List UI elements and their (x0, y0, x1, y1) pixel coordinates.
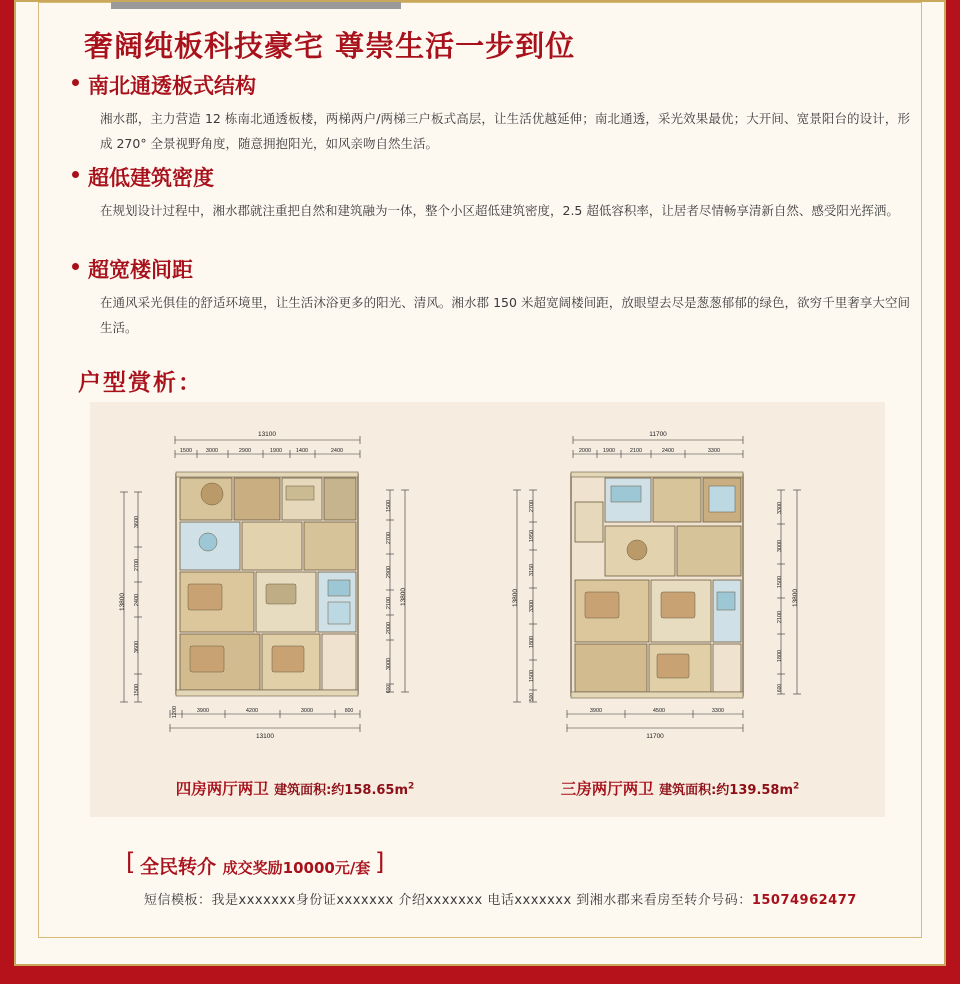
svg-text:1500: 1500 (179, 448, 193, 454)
section-body: 湘水郡，主力营造 12 栋南北通透板楼，两梯两户/两梯三户板式高层，让生活优越延伸；南北通透，采光效果最优；大开间、宽景阳台的设计，形成 270° 全景视野角度，随意拥抱阳光，如风亲吻自然生活。 (100, 111, 910, 151)
svg-text:11700: 11700 (646, 733, 664, 740)
floorplan-left-area: 建筑面积:约158.65m (274, 783, 409, 798)
svg-text:1500: 1500 (134, 683, 140, 697)
section-body: 在通风采光俱佳的舒适环境里，让生活沐浴更多的阳光、清风。湘水郡 150 米超宽阔楼间距，放眼望去尽是葱葱郁郁的绿色，欲穷千里奢享大空间生活。 (100, 295, 910, 335)
floorplan-right-name: 三房两厅两卫 (560, 780, 654, 798)
referral-title-rest: 成交奖励10000元/套 (222, 859, 371, 877)
floorplan-left-name: 四房两厅两卫 (175, 780, 269, 798)
svg-text:3300: 3300 (711, 708, 725, 714)
section-heading: 超低建筑密度 (72, 162, 920, 192)
floorplan-right (485, 402, 875, 817)
svg-text:3300: 3300 (707, 448, 721, 454)
svg-text:3000: 3000 (777, 539, 783, 553)
svg-text:3000: 3000 (386, 657, 392, 671)
svg-text:3900: 3900 (589, 708, 603, 714)
svg-text:1950: 1950 (529, 529, 535, 543)
svg-text:2400: 2400 (661, 448, 675, 454)
svg-text:1500: 1500 (777, 575, 783, 589)
floorplan-left-area-unit: 2 (408, 781, 415, 792)
svg-text:3000: 3000 (300, 708, 314, 714)
top-image-strip (111, 2, 401, 9)
svg-text:2400: 2400 (134, 593, 140, 607)
floorplan-left (100, 402, 490, 817)
svg-text:3150: 3150 (529, 563, 535, 577)
svg-text:13800: 13800 (792, 588, 799, 608)
svg-text:3600: 3600 (134, 515, 140, 529)
svg-text:1800: 1800 (529, 635, 535, 649)
section-wide-spacing (72, 254, 920, 340)
svg-text:2400: 2400 (330, 448, 344, 454)
svg-text:3900: 3900 (196, 708, 210, 714)
svg-text:3300: 3300 (777, 501, 783, 515)
floorplan-left-caption (100, 777, 490, 799)
paper-frame (14, 0, 946, 966)
svg-text:2700: 2700 (529, 499, 535, 513)
svg-text:4200: 4200 (245, 708, 259, 714)
page-title: 奢阔纯板科技豪宅 尊崇生活一步到位 (84, 29, 576, 63)
svg-text:11700: 11700 (649, 431, 667, 438)
svg-text:1200: 1200 (172, 705, 178, 719)
svg-text:2700: 2700 (134, 558, 140, 572)
referral-title (126, 850, 378, 881)
svg-text:13800: 13800 (512, 588, 519, 608)
floorplan-panel (90, 402, 885, 817)
referral-sms-text: 短信模板：我是xxxxxxx身份证xxxxxxx 介绍xxxxxxx 电话xxxxxxx 到湘水郡来看房至转介号码： (144, 893, 752, 908)
referral-phone: 15074962477 (751, 893, 857, 908)
section-low-density (72, 162, 920, 223)
svg-text:1900: 1900 (269, 448, 283, 454)
svg-text:13100: 13100 (255, 733, 275, 740)
svg-text:800: 800 (344, 708, 354, 714)
svg-text:13100: 13100 (257, 431, 277, 438)
section-body: 在规划设计过程中，湘水郡就注重把自然和建筑融为一体，整个小区超低建筑密度，2.5 超低容积率，让居者尽情畅享清新自然、感受阳光挥洒。 (100, 203, 899, 218)
floorplan-right-caption (485, 777, 875, 799)
floorplan-left-drawing (100, 402, 490, 782)
svg-text:1500: 1500 (386, 499, 392, 513)
svg-text:2700: 2700 (386, 531, 392, 545)
svg-text:4500: 4500 (652, 708, 666, 714)
svg-text:1500: 1500 (529, 669, 535, 683)
svg-text:1900: 1900 (602, 448, 616, 454)
floorplan-section-title: 户型赏析： (78, 370, 203, 396)
svg-text:2100: 2100 (386, 596, 392, 610)
svg-text:13800: 13800 (119, 592, 126, 612)
svg-text:600: 600 (386, 684, 392, 694)
svg-text:2100: 2100 (777, 610, 783, 624)
svg-text:1800: 1800 (777, 649, 783, 663)
svg-text:500: 500 (529, 692, 535, 702)
floorplan-right-drawing (485, 402, 875, 782)
svg-text:3000: 3000 (205, 448, 219, 454)
svg-text:3600: 3600 (134, 640, 140, 654)
section-heading: 南北通透板式结构 (72, 70, 920, 100)
floorplan-right-area-unit: 2 (793, 781, 800, 792)
svg-text:2100: 2100 (629, 448, 643, 454)
svg-text:3300: 3300 (529, 599, 535, 613)
referral-block (126, 850, 866, 908)
floorplan-right-area: 建筑面积:约139.58m (659, 783, 794, 798)
svg-text:600: 600 (777, 683, 783, 693)
section-heading: 超宽楼间距 (72, 254, 920, 284)
svg-text:2900: 2900 (238, 448, 252, 454)
svg-text:2000: 2000 (578, 448, 592, 454)
svg-text:13800: 13800 (400, 587, 407, 607)
referral-sms-template (144, 889, 866, 908)
section-north-south (72, 70, 920, 156)
svg-text:2900: 2900 (386, 565, 392, 579)
referral-title-strong: 全民转介 (140, 856, 217, 878)
svg-text:1400: 1400 (295, 448, 309, 454)
svg-text:2000: 2000 (386, 621, 392, 635)
